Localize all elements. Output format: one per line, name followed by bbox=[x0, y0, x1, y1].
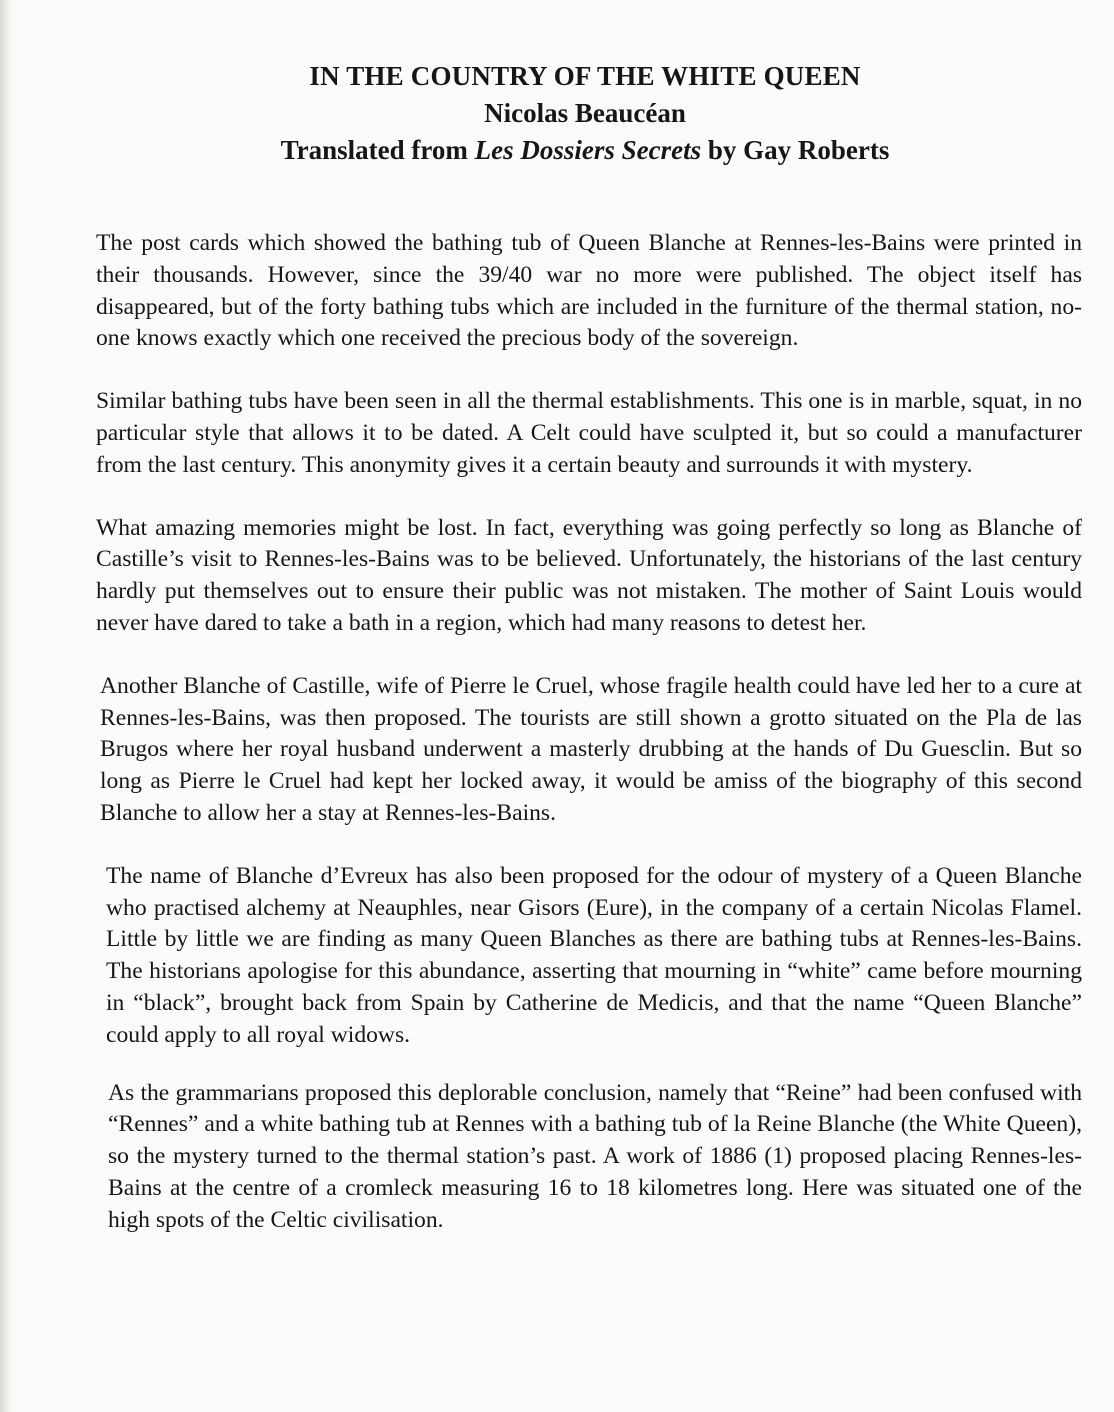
paragraph: The post cards which showed the bathing tub of Queen Blanche at Rennes-les-Bains were printed in their thousands. However, since the 39/40 war no more were published. The object itself has disappeared, but of the forty bathing tubs which are included in the furniture of the thermal station, no-one knows exactly which one received the precious body of the sovereign. bbox=[96, 230, 1082, 352]
page-left-edge-shadow bbox=[0, 0, 12, 1412]
translator-credit: by Gay Roberts bbox=[701, 135, 890, 165]
paragraph: What amazing memories might be lost. In fact, everything was going perfectly so long as Blanche of Castille’s visit to Rennes-les-Bains was to be believed. Unfortunately, the historians of the last century hardly put themselves out to ensure their public was not mistaken. The mother of Saint Louis would never have dared to take a bath in a region, which had many reasons to detest her. bbox=[96, 514, 1082, 636]
document-title: IN THE COUNTRY OF THE WHITE QUEEN bbox=[309, 61, 861, 91]
paragraph: As the grammarians proposed this deplorable conclusion, namely that “Reine” had been confused with “Rennes” and a white bathing tub at Rennes with a bathing tub of la Reine Blanche (the White Queen), so the mystery turned to the thermal station’s past. A work of 1886 (1) proposed placing Rennes-les-Bains at the centre of a cromleck measuring 16 to 18 kilometres long. Here was situated one of the high spots of the Celtic civilisation. bbox=[108, 1079, 1082, 1233]
paragraph: Similar bathing tubs have been seen in all the thermal establishments. This one is in marble, squat, in no particular style that allows it to be dated. A Celt could have sculpted it, but so could a manufacturer from the last century. This anonymity gives it a certain beauty and surrounds it with mystery. bbox=[96, 388, 1082, 478]
document-body bbox=[96, 228, 1082, 1237]
translation-credit bbox=[0, 132, 1114, 169]
document-header bbox=[0, 58, 1114, 169]
document-author: Nicolas Beaucéan bbox=[484, 98, 686, 128]
source-title: Les Dossiers Secrets bbox=[474, 135, 702, 165]
translation-prefix: Translated from bbox=[280, 135, 475, 165]
paragraph: The name of Blanche d’Evreux has also been proposed for the odour of mystery of a Queen Blanche who practised alchemy at Neauphles, near Gisors (Eure), in the company of a certain Nicolas Flamel. Little by little we are finding as many Queen Blanches as there are bathing tubs at Rennes-les-Bains. The historians apologise for this abundance, asserting that mourning in “white” came before mourning in “black”, brought back from Spain by Catherine de Medicis, and that the name “Queen Blanche” could apply to all royal widows. bbox=[106, 862, 1082, 1048]
paragraph: Another Blanche of Castille, wife of Pierre le Cruel, whose fragile health could have led her to a cure at Rennes-les-Bains, was then proposed. The tourists are still shown a grotto situated on the Pla de las Brugos where her royal husband underwent a masterly drubbing at the hands of Du Guesclin. But so long as Pierre le Cruel had kept her locked away, it would be amiss of the biography of this second Blanche to allow her a stay at Rennes-les-Bains. bbox=[100, 672, 1082, 826]
